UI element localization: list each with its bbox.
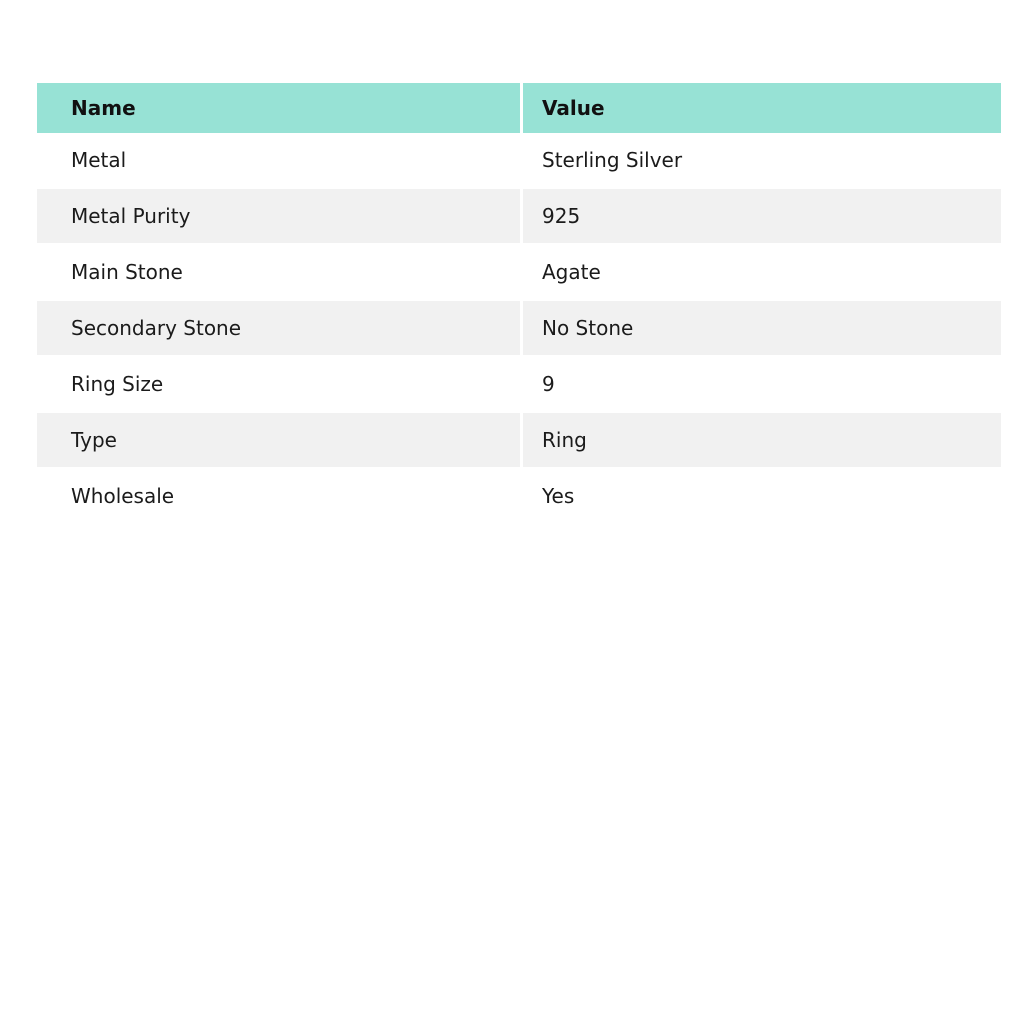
table-body: [37, 133, 1001, 525]
spec-value: Yes: [523, 469, 1001, 525]
spec-name: Wholesale: [37, 469, 523, 525]
spec-value: Sterling Silver: [523, 133, 1001, 189]
spec-value: No Stone: [523, 301, 1001, 357]
table-row: [37, 357, 1001, 413]
table-row: [37, 189, 1001, 245]
spec-value: Ring: [523, 413, 1001, 469]
table-row: [37, 301, 1001, 357]
column-header-name: Name: [37, 83, 523, 133]
table-row: [37, 245, 1001, 301]
spec-name: Ring Size: [37, 357, 523, 413]
column-header-value: Value: [523, 83, 1001, 133]
spec-name: Type: [37, 413, 523, 469]
spec-name: Main Stone: [37, 245, 523, 301]
spec-value: 9: [523, 357, 1001, 413]
table-row: [37, 469, 1001, 525]
spec-name: Secondary Stone: [37, 301, 523, 357]
spec-value: 925: [523, 189, 1001, 245]
spec-name: Metal: [37, 133, 523, 189]
table-row: [37, 133, 1001, 189]
table-row: [37, 413, 1001, 469]
table-head: [37, 83, 1001, 133]
product-spec-table: [37, 83, 1001, 525]
table-header-row: [37, 83, 1001, 133]
spec-name: Metal Purity: [37, 189, 523, 245]
spec-value: Agate: [523, 245, 1001, 301]
